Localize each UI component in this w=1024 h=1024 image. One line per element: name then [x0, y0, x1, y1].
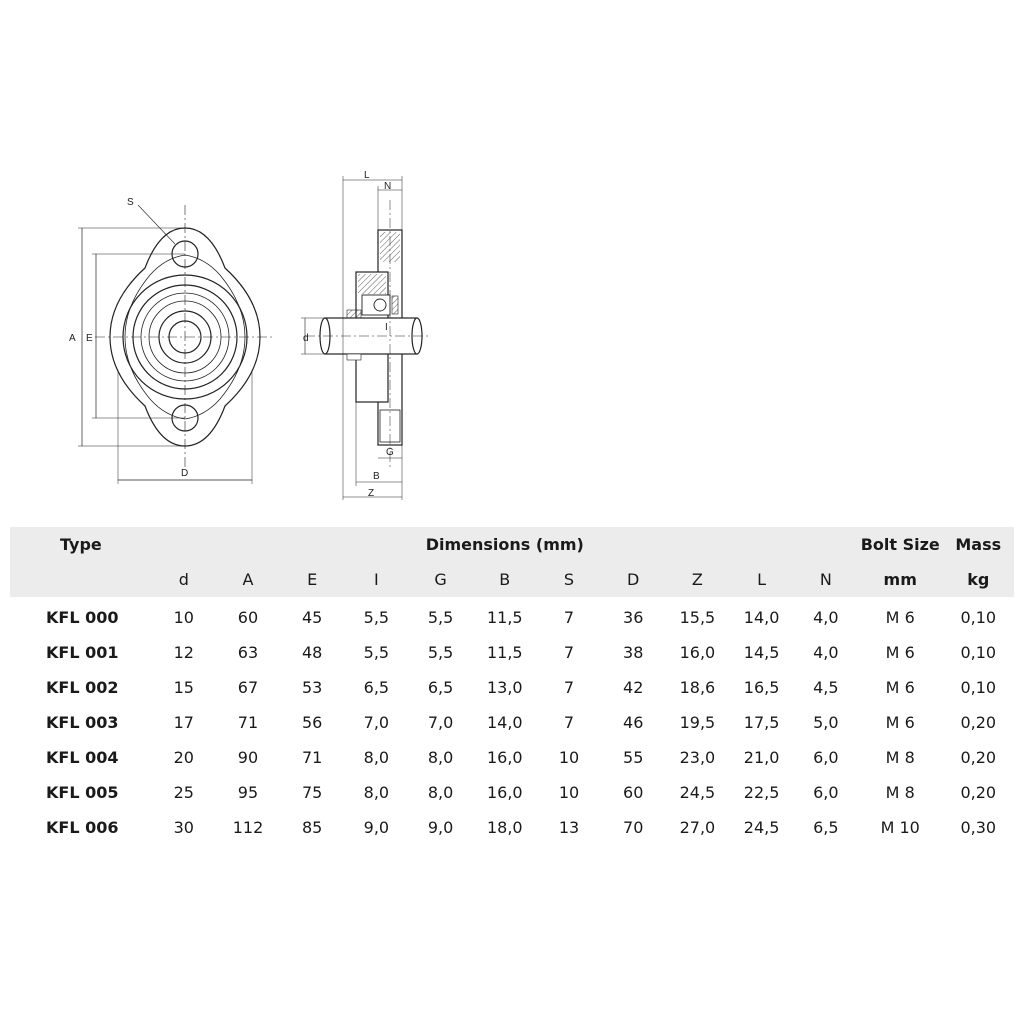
value-cell: 5,5: [363, 608, 390, 627]
header-dimensions: Dimensions (mm): [425, 535, 584, 554]
column-header: A: [242, 570, 254, 589]
value-cell: 53: [302, 678, 323, 697]
value-cell: 24,5: [679, 783, 716, 802]
value-cell: 6,0: [813, 783, 839, 802]
value-cell: 0,20: [960, 713, 997, 732]
spec-table: [10, 527, 1014, 845]
value-cell: 95: [237, 783, 259, 802]
header-row-1: [10, 527, 1014, 562]
column-header: G: [434, 570, 447, 589]
value-cell: 5,0: [813, 713, 839, 732]
value-cell: 38: [623, 643, 644, 662]
table-row: [10, 597, 1014, 635]
type-cell: KFL 006: [46, 818, 119, 837]
value-cell: 16,5: [743, 678, 780, 697]
value-cell: 14,5: [743, 643, 780, 662]
value-cell: 11,5: [486, 608, 523, 627]
value-cell: 16,0: [486, 748, 523, 767]
column-header: L: [757, 570, 767, 589]
value-cell: 30: [173, 818, 194, 837]
value-cell: 56: [302, 713, 323, 732]
value-cell: 8,0: [363, 748, 390, 767]
value-cell: 23,0: [679, 748, 716, 767]
value-cell: 7: [563, 608, 575, 627]
label-z: Z: [368, 488, 375, 499]
value-cell: 75: [302, 783, 323, 802]
value-cell: 0,10: [960, 643, 997, 662]
type-cell: KFL 001: [46, 643, 119, 662]
table-row: [10, 810, 1014, 845]
value-cell: 5,5: [427, 608, 454, 627]
label-n: N: [384, 181, 392, 192]
label-a: A: [69, 333, 76, 344]
label-d-small: d: [303, 333, 309, 344]
value-cell: 15,5: [679, 608, 716, 627]
value-cell: 71: [302, 748, 323, 767]
type-cell: KFL 000: [46, 608, 119, 627]
table-row: [10, 775, 1014, 810]
value-cell: 60: [237, 608, 259, 627]
value-cell: 45: [302, 608, 323, 627]
value-cell: 27,0: [679, 818, 716, 837]
value-cell: 8,0: [427, 748, 454, 767]
value-cell: 6,5: [813, 818, 839, 837]
label-i: I: [385, 322, 388, 333]
header-mass: Mass: [955, 535, 1002, 554]
value-cell: 20: [173, 748, 194, 767]
type-cell: KFL 004: [46, 748, 119, 767]
value-cell: 55: [623, 748, 644, 767]
table-body: [10, 597, 1014, 845]
value-cell: 0,20: [960, 783, 997, 802]
side-view: [301, 176, 430, 500]
value-cell: 10: [173, 608, 194, 627]
column-header: Z: [691, 570, 703, 589]
value-cell: 17,5: [743, 713, 780, 732]
header-bolt-size: Bolt Size: [860, 535, 940, 554]
value-cell: 36: [623, 608, 644, 627]
value-cell: 25: [173, 783, 194, 802]
value-cell: 112: [232, 818, 264, 837]
value-cell: 90: [237, 748, 259, 767]
value-cell: 0,10: [960, 678, 997, 697]
value-cell: M 6: [885, 608, 915, 627]
front-view: [78, 205, 275, 484]
column-header: D: [627, 570, 640, 589]
value-cell: 48: [302, 643, 323, 662]
value-cell: 16,0: [486, 783, 523, 802]
value-cell: 0,20: [960, 748, 997, 767]
value-cell: 9,0: [427, 818, 454, 837]
value-cell: 11,5: [486, 643, 523, 662]
value-cell: 7: [563, 643, 575, 662]
label-l: L: [364, 170, 370, 181]
value-cell: 70: [623, 818, 644, 837]
value-cell: 18,0: [486, 818, 523, 837]
value-cell: 6,5: [363, 678, 390, 697]
value-cell: 24,5: [743, 818, 780, 837]
value-cell: M 8: [885, 748, 915, 767]
header-type: Type: [60, 535, 102, 554]
value-cell: 17: [173, 713, 194, 732]
table-row: [10, 740, 1014, 775]
value-cell: 12: [173, 643, 194, 662]
value-cell: 71: [237, 713, 259, 732]
table-header: [10, 527, 1014, 597]
label-g: G: [386, 447, 394, 458]
value-cell: 8,0: [427, 783, 454, 802]
value-cell: M 6: [885, 643, 915, 662]
value-cell: M 6: [885, 713, 915, 732]
table-row: [10, 705, 1014, 740]
value-cell: 7: [563, 713, 575, 732]
value-cell: 10: [558, 783, 580, 802]
type-cell: KFL 005: [46, 783, 119, 802]
value-cell: 13,0: [486, 678, 523, 697]
table-row: [10, 670, 1014, 705]
value-cell: M 10: [880, 818, 920, 837]
value-cell: 16,0: [679, 643, 716, 662]
value-cell: M 6: [885, 678, 915, 697]
value-cell: 18,6: [679, 678, 716, 697]
value-cell: 9,0: [363, 818, 390, 837]
value-cell: 42: [623, 678, 644, 697]
value-cell: 10: [558, 748, 580, 767]
value-cell: 60: [623, 783, 644, 802]
column-header: N: [819, 570, 832, 589]
column-header: kg: [967, 570, 990, 589]
value-cell: 4,5: [813, 678, 839, 697]
value-cell: 7,0: [427, 713, 454, 732]
label-b: B: [373, 471, 380, 482]
value-cell: 0,30: [960, 818, 997, 837]
column-header: mm: [883, 570, 917, 589]
value-cell: 5,5: [363, 643, 390, 662]
value-cell: 85: [302, 818, 323, 837]
value-cell: 46: [623, 713, 644, 732]
header-blank: [10, 562, 152, 597]
value-cell: 19,5: [679, 713, 716, 732]
table-row: [10, 635, 1014, 670]
value-cell: 21,0: [743, 748, 780, 767]
value-cell: 67: [237, 678, 259, 697]
bearing-ball: [374, 299, 386, 311]
value-cell: 0,10: [960, 608, 997, 627]
value-cell: 4,0: [813, 608, 839, 627]
value-cell: 22,5: [743, 783, 780, 802]
value-cell: 15: [173, 678, 194, 697]
value-cell: 4,0: [813, 643, 839, 662]
value-cell: 7: [563, 678, 575, 697]
column-header: I: [374, 570, 379, 589]
value-cell: 8,0: [363, 783, 390, 802]
label-s: S: [127, 197, 134, 208]
value-cell: 5,5: [427, 643, 454, 662]
label-e: E: [86, 333, 93, 344]
value-cell: 14,0: [486, 713, 523, 732]
column-header: S: [563, 570, 575, 589]
column-header: E: [307, 570, 318, 589]
value-cell: 63: [237, 643, 259, 662]
value-cell: 6,0: [813, 748, 839, 767]
value-cell: 7,0: [363, 713, 390, 732]
header-row-2: [10, 562, 1014, 597]
value-cell: M 8: [885, 783, 915, 802]
type-cell: KFL 002: [46, 678, 119, 697]
type-cell: KFL 003: [46, 713, 119, 732]
column-header: B: [499, 570, 511, 589]
value-cell: 13: [558, 818, 580, 837]
value-cell: 14,0: [743, 608, 780, 627]
column-header: d: [178, 570, 189, 589]
value-cell: 6,5: [427, 678, 454, 697]
label-d-large: D: [181, 468, 189, 479]
